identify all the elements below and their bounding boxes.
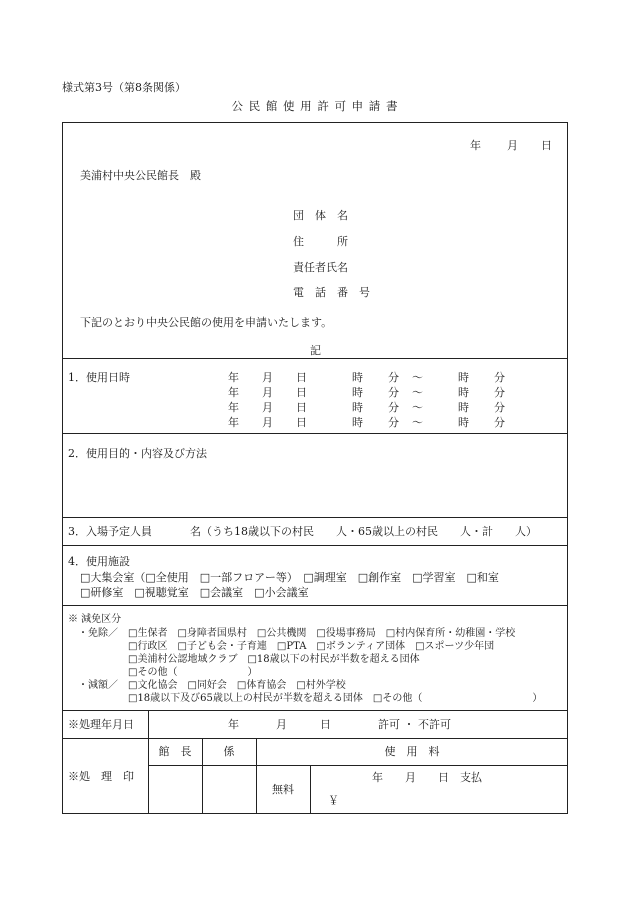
divider-3 — [62, 545, 568, 546]
divider-top — [62, 358, 568, 359]
purpose-label: 2．使用目的・内容及び方法 — [68, 447, 207, 460]
exempt-label: ・免除／ — [78, 628, 118, 639]
processing-year: 年 — [228, 718, 239, 731]
permit-status: 許可 ・ 不許可 — [378, 718, 451, 731]
vline-label-col — [148, 710, 149, 814]
attendance-breakdown: 名（うち18歳以下の村民 人・65歳以上の村民 人・計 人） — [190, 525, 537, 538]
reduce-label: ・減額／ — [78, 680, 118, 691]
exempt-line: □美浦村公認地域クラブ □18歳以下の村民が半数を超える団体 — [128, 654, 420, 665]
divider-4 — [62, 605, 568, 606]
staff-header: 係 — [223, 745, 235, 758]
facility-options-line1: □大集会室（□全使用 □一部フロアー等） □調理室 □創作室 □学習室 □和室 — [80, 571, 499, 584]
request-text: 下記のとおり中央公民館の使用を申請いたします。 — [80, 316, 333, 329]
processing-date-label: ※処理年月日 — [68, 718, 134, 731]
reduce-line: □文化協会 □同好会 □体育協会 □村外学校 — [128, 680, 346, 691]
reduce-line: □18歳以下及び65歳以上の村民が半数を超える団体 □その他（ ） — [128, 693, 543, 704]
date-month: 月 — [507, 139, 518, 152]
exempt-line: □行政区 □子ども会・子育連 □PTA □ボランティア団体 □スポーツ少年団 — [128, 641, 495, 652]
divider-2 — [62, 517, 568, 518]
fee-payment-date: 年 月 日 支払 — [372, 771, 482, 784]
vline-free — [310, 765, 311, 814]
director-header: 館 長 — [158, 745, 192, 758]
divider-seal-header — [148, 765, 568, 766]
usage-datetime-label: 1．使用日時 — [68, 371, 130, 384]
attendance-label: 3．入場予定人員 — [68, 525, 152, 538]
processing-day: 日 — [320, 718, 331, 731]
ki-mark: 記 — [310, 344, 321, 357]
date-day: 日 — [541, 139, 552, 152]
fee-free: 無料 — [272, 783, 294, 796]
form-number: 様式第3号（第8条関係） — [62, 81, 186, 94]
facility-options-line2: □研修室 □視聴覚室 □会議室 □小会議室 — [80, 586, 309, 599]
address-label: 住 所 — [293, 235, 348, 248]
processing-month: 月 — [276, 718, 287, 731]
form-title: 公 民 館 使 用 許 可 申 請 書 — [231, 99, 399, 113]
group-name-label: 団 体 名 — [293, 209, 348, 222]
divider-6 — [62, 738, 568, 739]
divider-5 — [62, 710, 568, 711]
yen-symbol: ￥ — [328, 794, 339, 807]
facility-label: 4．使用施設 — [68, 555, 130, 568]
exempt-line: □その他（ ） — [128, 667, 258, 678]
reduction-title: ※ 減免区分 — [68, 614, 122, 625]
addressee: 美浦村中央公民館長 殿 — [80, 169, 201, 182]
fee-header: 使 用 料 — [384, 745, 440, 758]
responsible-label: 責任者氏名 — [293, 261, 348, 274]
exempt-line: □生保者 □身障者国県村 □公共機関 □役場事務局 □村内保育所・幼稚園・学校 — [128, 628, 516, 639]
divider-1 — [62, 433, 568, 434]
date-year: 年 — [470, 139, 481, 152]
phone-label: 電 話 番 号 — [293, 286, 370, 299]
seal-label: ※処 理 印 — [68, 770, 134, 783]
